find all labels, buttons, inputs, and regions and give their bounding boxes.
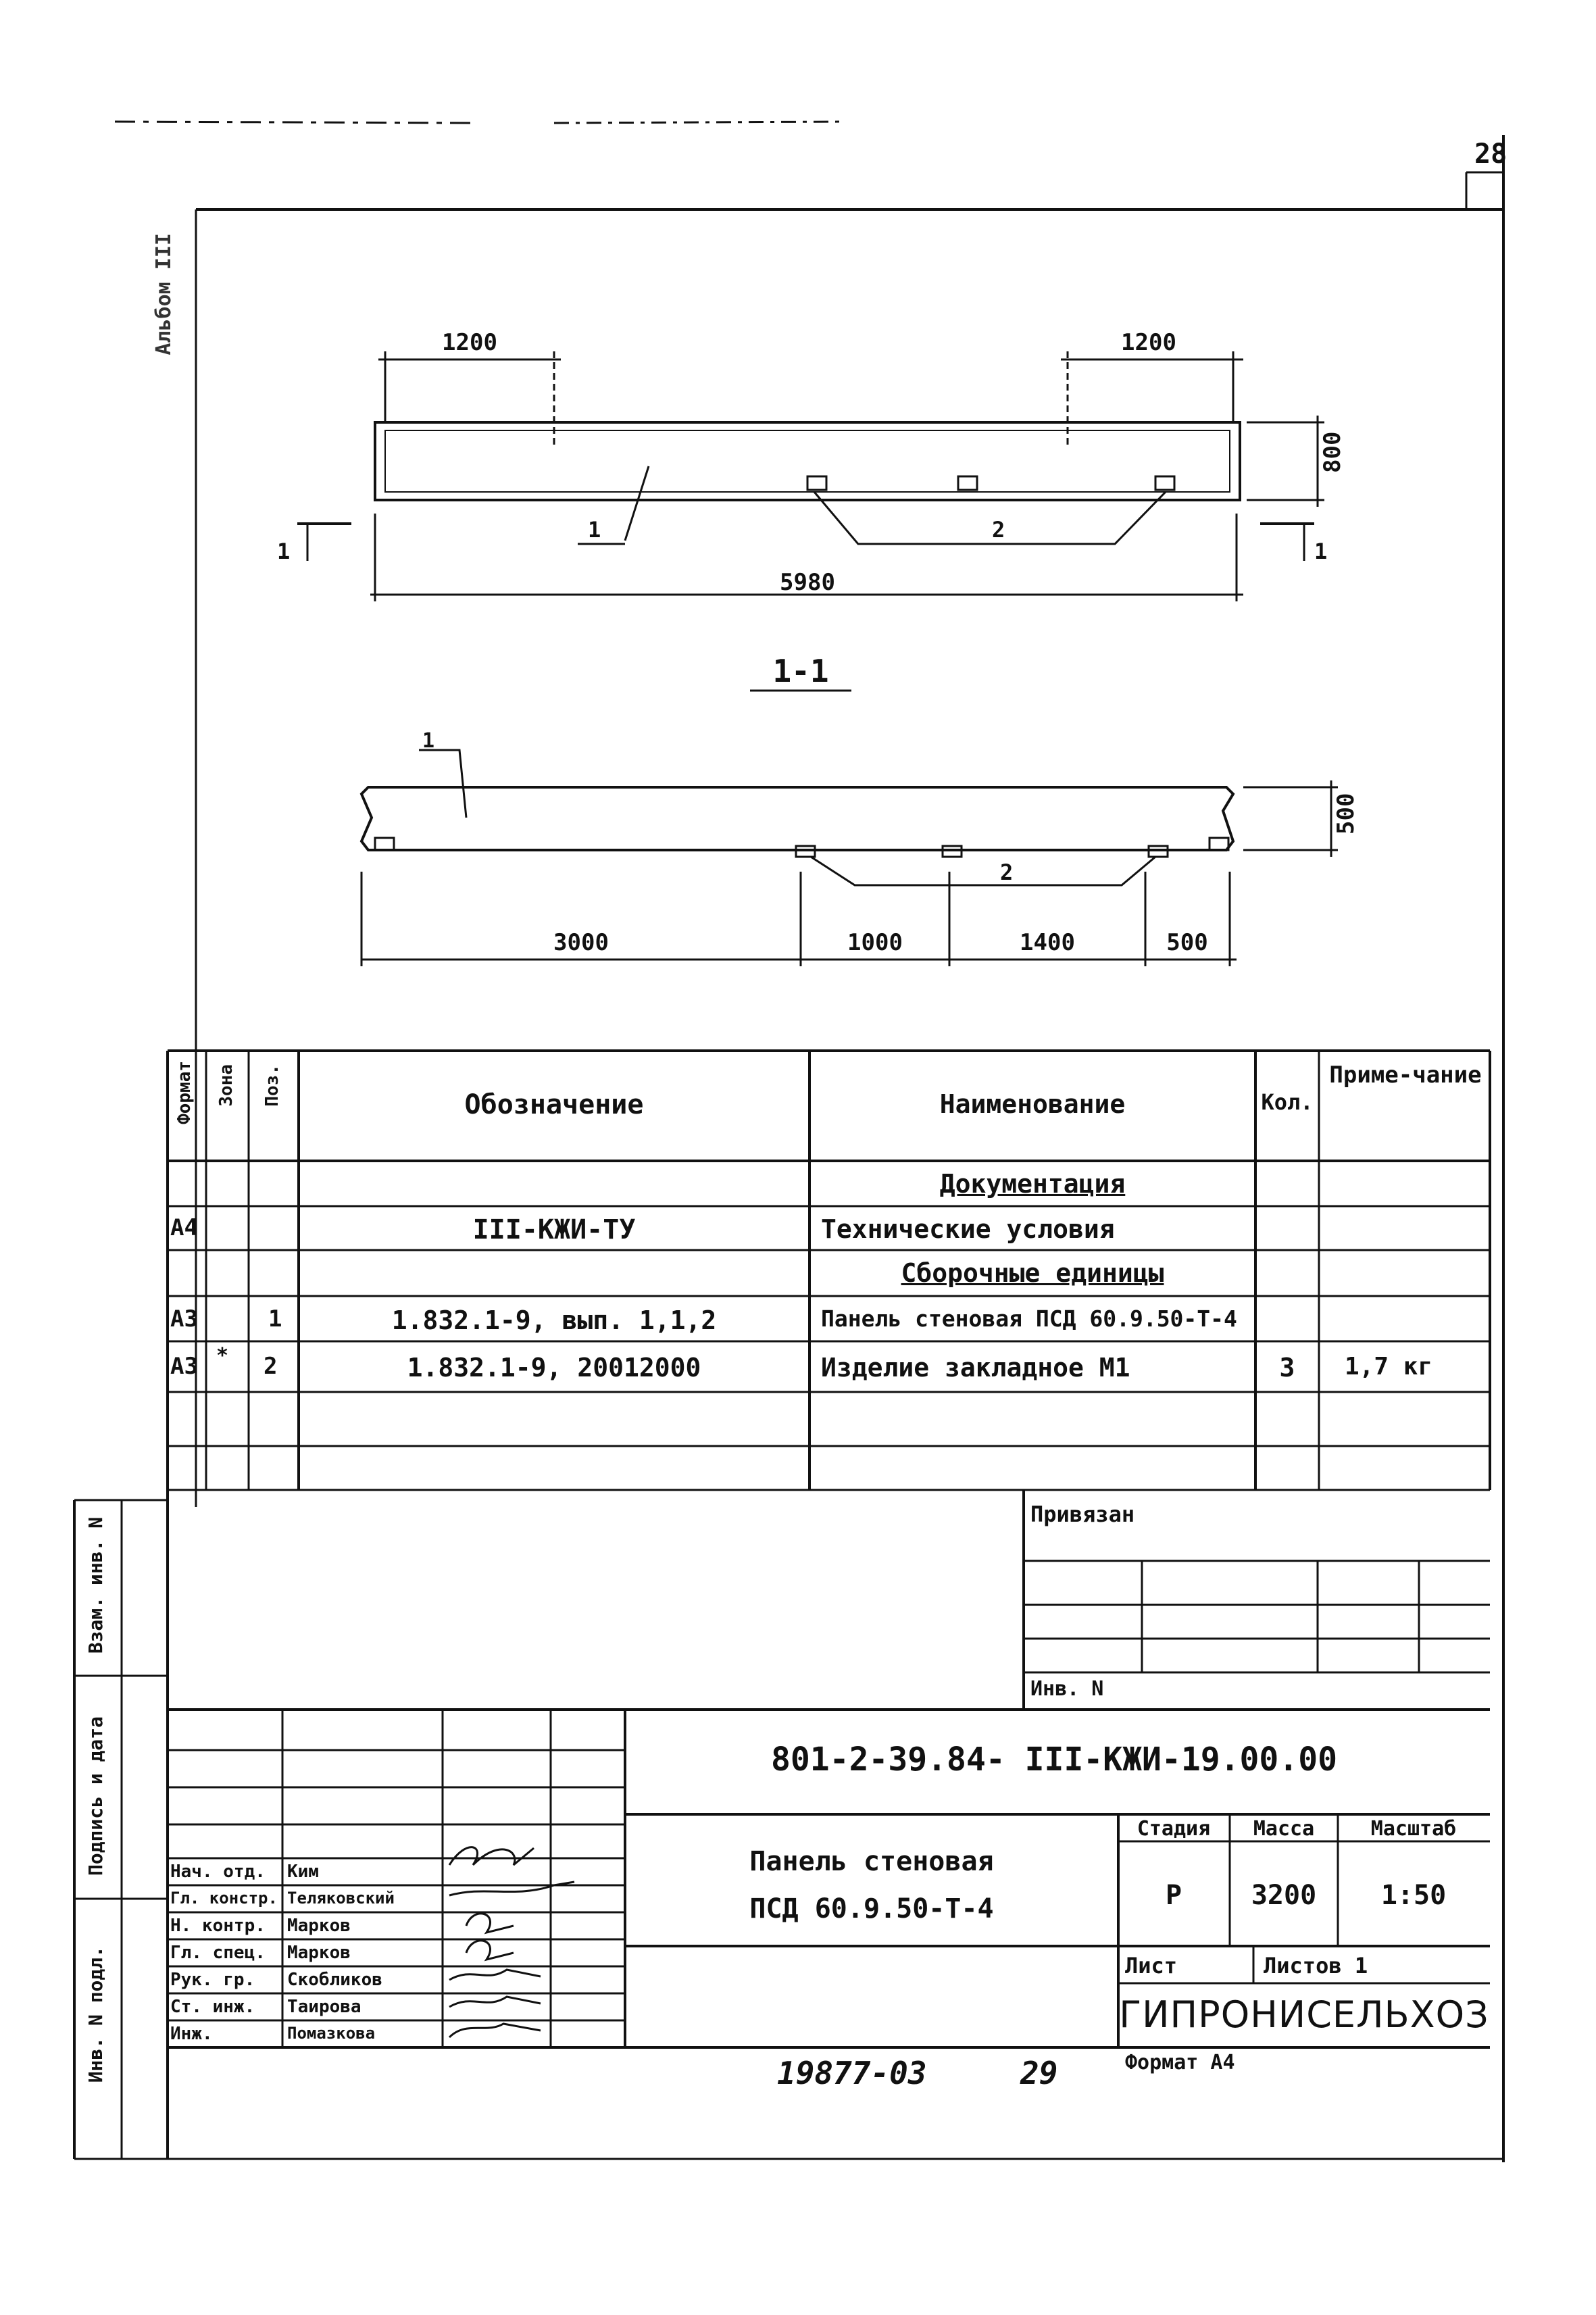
row3-qty: 3 [1279, 1353, 1295, 1383]
th-designation: Обозначение [464, 1089, 644, 1120]
dim-section-height: 500 [1332, 793, 1360, 835]
role-1: Гл. констр. [170, 1889, 278, 1908]
th-qty: Кол. [1261, 1089, 1314, 1115]
mass-label: Масса [1253, 1817, 1315, 1841]
row3-zone: * [216, 1344, 229, 1368]
binding-inv-label: Инв. N [1030, 1677, 1104, 1701]
product-name-line1: Панель стеновая [749, 1846, 994, 1877]
section-mark-right: 1 [1314, 539, 1328, 564]
row2-designation: 1.832.1-9, вып. 1,1,2 [391, 1305, 717, 1335]
dim-bottom-4: 500 [1166, 929, 1208, 956]
organization-name: ГИПРОНИСЕЛЬХОЗ [1119, 1993, 1489, 2036]
product-name-line2: ПСД 60.9.50-Т-4 [749, 1893, 994, 1924]
signatures [449, 1847, 574, 2037]
name-3: Марков [287, 1943, 351, 1963]
scale-value: 1:50 [1380, 1880, 1447, 1911]
role-5: Ст. инж. [170, 1997, 255, 2017]
section-callout-1: 1 [422, 729, 435, 753]
row2-format: А3 [170, 1305, 198, 1333]
row1-format: А4 [170, 1214, 198, 1241]
row3-pos: 2 [264, 1353, 278, 1380]
th-name: Наименование [939, 1089, 1126, 1119]
row2-name: Панель стеновая ПСД 60.9.50-Т-4 [821, 1305, 1237, 1332]
section-assemblies: Сборочные единицы [901, 1258, 1164, 1288]
row2-pos: 1 [268, 1305, 282, 1333]
dim-top-left: 1200 [442, 329, 497, 356]
section-documentation: Документация [939, 1169, 1126, 1199]
section-mark-left: 1 [277, 539, 291, 564]
role-3: Гл. спец. [170, 1943, 266, 1963]
format-label: Формат А4 [1125, 2051, 1235, 2074]
name-1: Теляковский [287, 1889, 395, 1908]
th-format: Формат [174, 1061, 195, 1124]
th-note: Приме-чание [1329, 1062, 1482, 1089]
section-callout-2: 2 [1000, 860, 1014, 885]
plan-callout-2: 2 [992, 517, 1005, 543]
dim-top-right: 1200 [1121, 329, 1176, 356]
role-4: Рук. гр. [170, 1970, 255, 1990]
album-label: Альбом III [152, 233, 176, 355]
sheets-label: Листов 1 [1264, 1953, 1368, 1978]
dim-plan-length: 5980 [780, 569, 835, 596]
sheet-label: Лист [1125, 1953, 1178, 1978]
dim-bottom-1: 3000 [553, 929, 609, 956]
section-title: 1-1 [772, 653, 829, 689]
row3-format: А3 [170, 1353, 198, 1380]
inventory-number: 19877-03 [777, 2055, 927, 2091]
dim-bottom-3: 1400 [1020, 929, 1075, 956]
stamp-podpis: Подпись и дата [84, 1716, 107, 1876]
binding-label: Привязан [1030, 1501, 1135, 1527]
doc-code: 801-2-39.84- III-КЖИ-19.00.00 [770, 1741, 1338, 1778]
sheet-number: 28 [1474, 139, 1507, 170]
role-0: Нач. отд. [170, 1862, 266, 1882]
name-2: Марков [287, 1916, 351, 1936]
name-0: Ким [287, 1862, 319, 1882]
name-4: Скобликов [287, 1970, 382, 1990]
row3-note: 1,7 кг [1345, 1353, 1433, 1380]
th-zone: Зона [216, 1064, 236, 1107]
role-6: Инж. [170, 2024, 213, 2044]
plan-callout-1: 1 [588, 517, 601, 543]
stamp-inv-podl: Инв. N подл. [84, 1946, 107, 2083]
name-6: Помазкова [287, 2024, 376, 2043]
name-5: Таирова [287, 1997, 361, 2017]
row3-name: Изделие закладное М1 [821, 1353, 1130, 1383]
page-number: 29 [1020, 2055, 1058, 2091]
dim-bottom-2: 1000 [847, 929, 903, 956]
stage-label: Стадия [1137, 1817, 1211, 1841]
mass-value: 3200 [1251, 1880, 1317, 1911]
stamp-vzam: Взам. инв. N [84, 1517, 107, 1654]
role-2: Н. контр. [170, 1916, 266, 1936]
dim-plan-height: 800 [1319, 431, 1346, 473]
row1-designation: III-КЖИ-ТУ [472, 1214, 636, 1245]
row1-name: Технические условия [821, 1214, 1115, 1244]
stage-value: Р [1165, 1880, 1182, 1911]
scale-label: Масштаб [1370, 1817, 1457, 1841]
th-pos: Поз. [262, 1064, 282, 1107]
row3-designation: 1.832.1-9, 20012000 [407, 1353, 701, 1383]
